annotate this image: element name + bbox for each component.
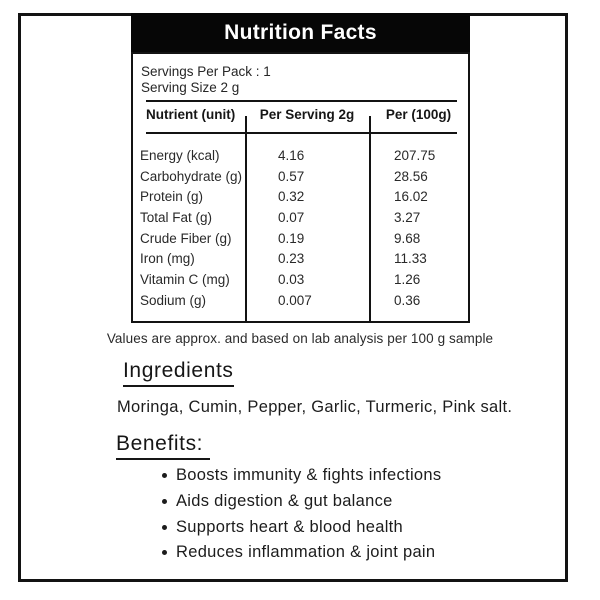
column-divider-1 <box>245 116 247 321</box>
table-row <box>133 145 468 166</box>
nutrition-facts-title: Nutrition Facts <box>224 20 377 44</box>
bullet-icon <box>162 525 167 530</box>
benefit-item <box>162 463 441 489</box>
table-row <box>133 248 468 269</box>
bullet-icon <box>162 499 167 504</box>
per-100g-value: 28.56 <box>394 168 428 184</box>
nutrient-name: Total Fat (g) <box>140 209 213 225</box>
per-serving-value: 0.19 <box>278 230 305 246</box>
benefits-list <box>162 463 441 566</box>
ingredients-heading: Ingredients <box>123 359 234 387</box>
benefit-item <box>162 540 441 566</box>
benefit-item <box>162 514 441 540</box>
column-header-nutrient: Nutrient (unit) <box>146 107 236 122</box>
nutrient-name: Crude Fiber (g) <box>140 230 232 246</box>
ingredients-text: Moringa, Cumin, Pepper, Garlic, Turmeric, Pink salt. <box>117 398 513 416</box>
nutrition-facts-header <box>131 13 470 52</box>
nutrient-name: Iron (mg) <box>140 251 195 267</box>
per-100g-value: 207.75 <box>394 147 436 163</box>
per-serving-value: 0.57 <box>278 168 305 184</box>
benefit-text: Boosts immunity & fights infections <box>176 466 442 485</box>
table-header-row <box>133 107 468 122</box>
per-100g-value: 11.33 <box>394 251 427 267</box>
per-100g-value: 3.27 <box>394 209 421 225</box>
per-serving-value: 4.16 <box>278 147 305 163</box>
per-serving-value: 0.007 <box>278 292 312 308</box>
bullet-icon <box>162 473 167 478</box>
per-serving-value: 0.32 <box>278 189 305 205</box>
per-serving-value: 0.07 <box>278 209 305 225</box>
table-row <box>133 186 468 207</box>
nutrient-name: Sodium (g) <box>140 292 207 308</box>
benefits-heading: Benefits: <box>116 432 210 460</box>
nutrient-name: Vitamin C (mg) <box>140 271 230 287</box>
nutrient-name: Energy (kcal) <box>140 147 220 163</box>
footnote: Values are approx. and based on lab analysis per 100 g sample <box>106 331 494 346</box>
table-row <box>133 269 468 290</box>
benefit-item <box>162 489 441 515</box>
column-divider-2 <box>369 116 371 321</box>
column-header-per-100g: Per (100g) <box>385 107 452 122</box>
per-serving-value: 0.23 <box>278 251 305 267</box>
serving-info <box>141 64 271 96</box>
per-100g-value: 9.68 <box>394 230 421 246</box>
per-100g-value: 16.02 <box>394 189 428 205</box>
benefit-text: Reduces inflammation & joint pain <box>176 543 436 562</box>
table-row <box>133 228 468 249</box>
column-header-per-serving: Per Serving 2g <box>259 107 355 122</box>
nutrition-table-box <box>131 52 470 323</box>
header-rule-top <box>146 100 457 102</box>
table-row <box>133 290 468 311</box>
serving-size: Serving Size 2 g <box>141 80 240 95</box>
per-100g-value: 1.26 <box>394 271 421 287</box>
nutrient-name: Protein (g) <box>140 189 204 205</box>
benefit-text: Aids digestion & gut balance <box>176 492 393 511</box>
nutrient-table-body <box>133 145 468 311</box>
header-rule-bottom <box>146 132 457 134</box>
per-100g-value: 0.36 <box>394 292 421 308</box>
bullet-icon <box>162 550 167 555</box>
servings-per-pack: Servings Per Pack : 1 <box>141 64 271 79</box>
table-row <box>133 207 468 228</box>
benefit-text: Supports heart & blood health <box>176 517 404 536</box>
nutrient-name: Carbohydrate (g) <box>140 168 243 184</box>
table-row <box>133 166 468 187</box>
per-serving-value: 0.03 <box>278 271 305 287</box>
